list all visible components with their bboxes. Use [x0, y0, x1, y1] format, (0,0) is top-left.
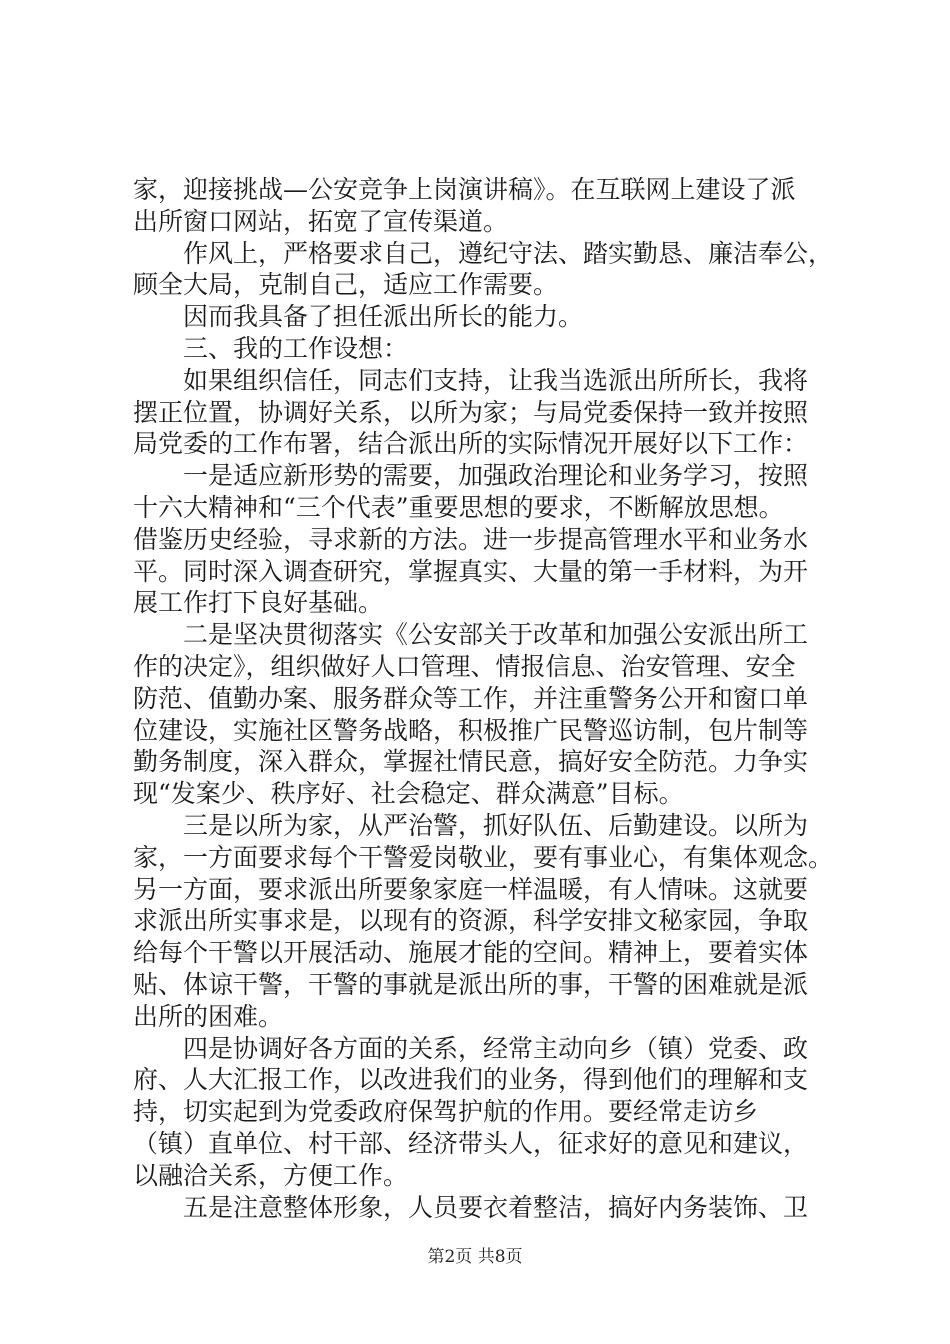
text-line: 因而我具备了担任派出所长的能力。: [183, 302, 584, 332]
text-line: 五是注意整体形象，人员要衣着整洁，搞好内务装饰、卫: [183, 1192, 809, 1222]
text-line: 局党委的工作布署，结合派出所的实际情况开展好以下工作：: [133, 429, 809, 459]
text-line: 位建设，实施社区警务战略，积极推广民警巡访制，包片制等: [133, 715, 809, 745]
text-line: 作的决定》，组织做好人口管理、情报信息、治安管理、安全: [133, 651, 796, 681]
text-line: 现“发案少、秩序好、社会稳定、群众满意”目标。: [133, 779, 684, 809]
text-line: 三、我的工作设想：: [183, 333, 409, 363]
text-line: 十六大精神和“三个代表”重要思想的要求，不断解放思想。: [133, 492, 784, 522]
text-line: 勤务制度，深入群众，掌握社情民意，搞好安全防范。力争实: [133, 747, 809, 777]
text-line: 给每个干警以开展活动、施展才能的空间。精神上，要着实体: [133, 938, 809, 968]
text-line: 顾全大局，克制自己，适应工作需要。: [133, 270, 559, 300]
text-line: 另一方面，要求派出所要象家庭一样温暖，有人情味。这就要: [133, 874, 809, 904]
text-line: 展工作打下良好基础。: [133, 588, 384, 618]
text-line: 三是以所为家，从严治警，抓好队伍、后勤建设。以所为: [183, 810, 809, 840]
text-line: 出所的困难。: [133, 1001, 284, 1031]
text-line: 一是适应新形势的需要，加强政治理论和业务学习，按照: [183, 461, 809, 491]
page-footer: 第2页 共8页: [427, 1247, 523, 1267]
text-line: 如果组织信任，同志们支持，让我当选派出所所长，我将: [183, 365, 809, 395]
text-line: （镇）直单位、村干部、经济带头人，征求好的意见和建议，: [133, 1128, 809, 1158]
text-line: 防范、值勤办案、服务群众等工作，并注重警务公开和窗口单: [133, 683, 809, 713]
text-line: 作风上，严格要求自己，遵纪守法、踏实勤恳、廉洁奉公，: [183, 238, 834, 268]
text-line: 出所窗口网站，拓宽了宣传渠道。: [133, 206, 509, 236]
text-line: 二是坚决贯彻落实《公安部关于改革和加强公安派出所工: [183, 620, 809, 650]
text-line: 借鉴历史经验，寻求新的方法。进一步提高管理水平和业务水: [133, 524, 809, 554]
text-line: 平。同时深入调查研究，掌握真实、大量的第一手材料，为开: [133, 556, 809, 586]
text-line: 贴、体谅干警，干警的事就是派出所的事，干警的困难就是派: [133, 969, 809, 999]
text-line: 摆正位置，协调好关系，以所为家；与局党委保持一致并按照: [133, 397, 809, 427]
text-line: 家，一方面要求每个干警爱岗敬业，要有事业心，有集体观念。: [133, 842, 834, 872]
text-line: 持，切实起到为党委政府保驾护航的作用。要经常走访乡: [133, 1097, 759, 1127]
document-body: [133, 174, 833, 1223]
text-line: 府、人大汇报工作，以改进我们的业务，得到他们的理解和支: [133, 1065, 809, 1095]
text-line: 以融洽关系，方便工作。: [133, 1160, 409, 1190]
text-line: 家，迎接挑战—公安竞争上岗演讲稿》。在互联网上建设了派: [133, 175, 796, 204]
text-line: 四是协调好各方面的关系，经常主动向乡（镇）党委、政: [183, 1033, 809, 1063]
text-line: 求派出所实事求是，以现有的资源，科学安排文秘家园，争取: [133, 906, 809, 936]
